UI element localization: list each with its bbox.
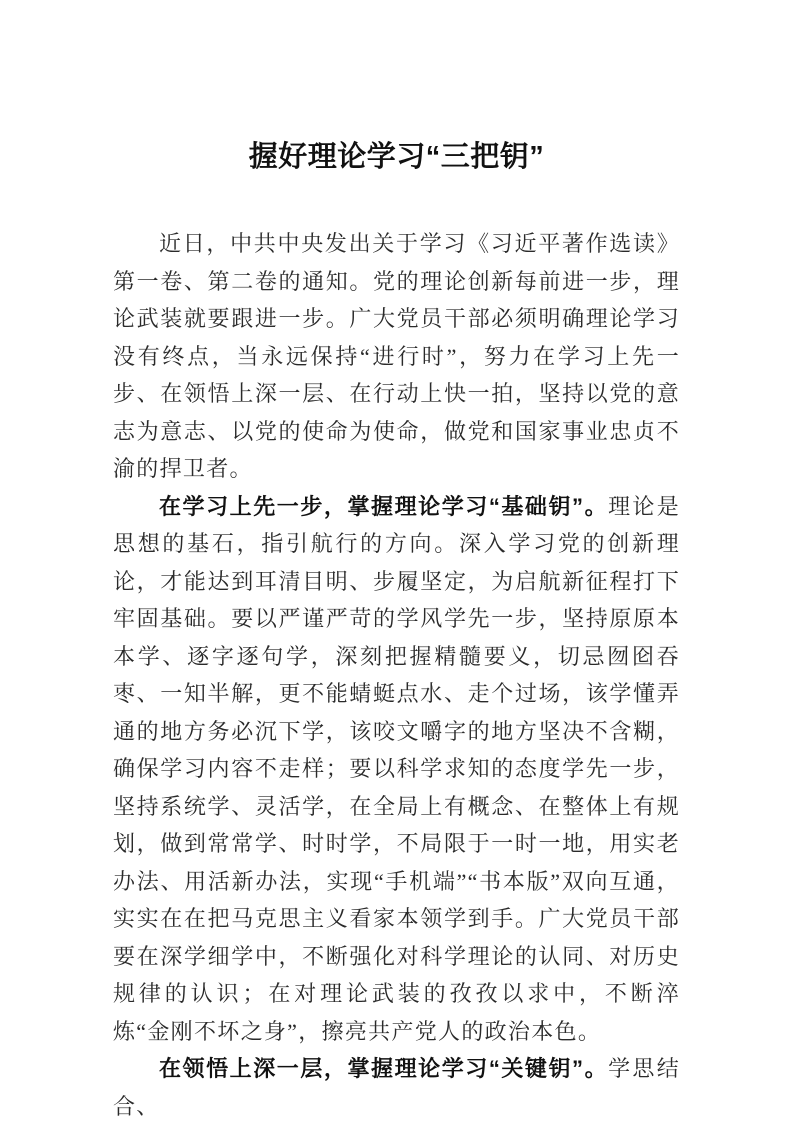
bold-lead-in: 在领悟上深一层，掌握理论学习“关键钥”。	[159, 1056, 609, 1081]
paragraph	[113, 1050, 680, 1125]
document-title: 握好理论学习“三把钥”	[248, 141, 545, 173]
text-segment: 近日，中共中央发出关于学习《习近平著作选读》第一卷、第二卷的通知。党的理论创新每前进一步，理论武装就要跟进一步。广大党员干部必须明确理论学习没有终点，当永远保持“进行时”，努力在学习上先一步、在领悟上深一层、在行动上快一拍，坚持以党的意志为意志、以党的使命为使命，做党和国家事业忠贞不渝的捍卫者。	[113, 231, 680, 481]
bold-lead-in: 在学习上先一步，掌握理论学习“基础钥”。	[159, 493, 609, 519]
text-segment: 学思结合、	[113, 1056, 680, 1119]
document-body	[113, 225, 680, 1125]
paragraph	[113, 488, 680, 1051]
paragraph	[113, 225, 680, 488]
text-segment: 理论是思想的基石，指引航行的方向。深入学习党的创新理论，才能达到耳清目明、步履坚定，为启航新征程打下牢固基础。要以严谨严苛的学风学先一步，坚持原原本本学、逐字逐句学，深刻把握精髓要义，切忌囫囵吞枣、一知半解，更不能蜻蜓点水、走个过场，该学懂弄通的地方务必沉下学，该咬文嚼字的地方坚决不含糊，确保学习内容不走样；要以科学求知的态度学先一步，坚持系统学、灵活学，在全局上有概念、在整体上有规划，做到常常学、时时学，不局限于一时一地，用实老办法、用活新办法，实现“手机端”“书本版”双向互通，实实在在把马克思主义看家本领学到手。广大党员干部要在深学细学中，不断强化对科学理论的认同、对历史规律的认识；在对理论武装的孜孜以求中，不断淬炼“金刚不坏之身”，擦亮共产党人的政治本色。	[113, 493, 680, 1044]
